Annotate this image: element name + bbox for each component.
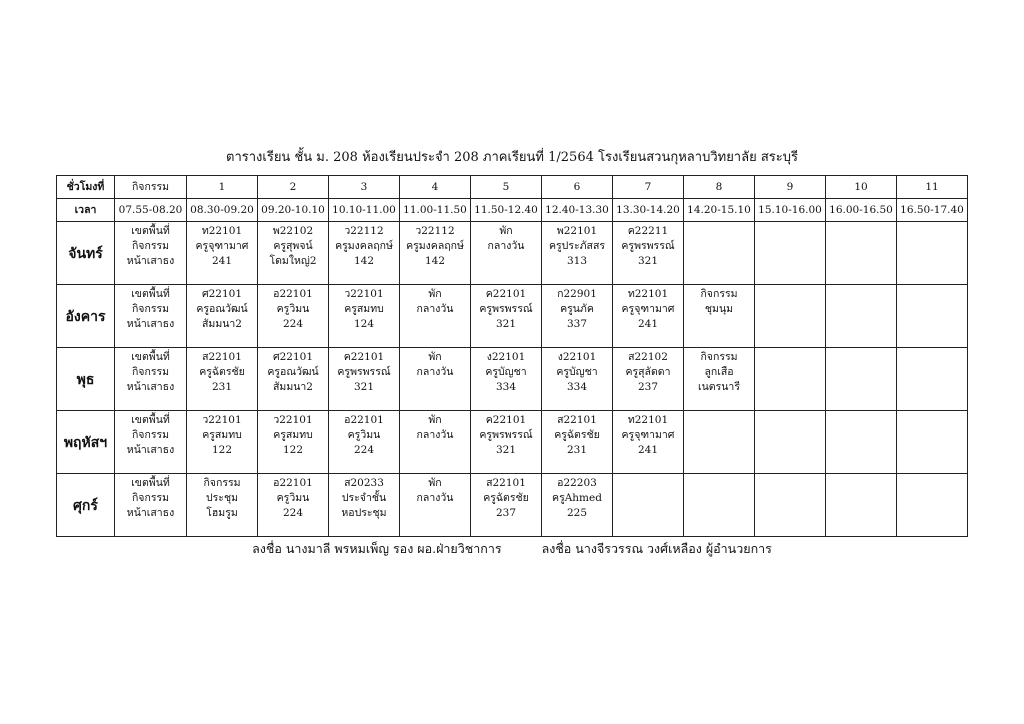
cell-line: 237 [637,381,659,393]
cell-line: ส22101 [557,414,597,426]
class-cell [613,348,684,411]
period-number: 8 [684,176,755,199]
period-number: 5 [471,176,542,199]
class-cell [471,474,542,537]
cell-line: ครูจุฑามาศ [621,303,675,315]
cell-line: ครูสุพจน์ [273,240,313,252]
cell-line: 241 [637,318,659,330]
empty-cell [755,348,826,411]
cell-line: 313 [566,255,588,267]
cell-line: อ22101 [273,288,313,300]
class-cell [329,411,400,474]
cell-line: อ22203 [557,477,597,489]
signature-line [0,539,1024,559]
cell-line: กลางวัน [416,303,454,315]
day-row [57,285,968,348]
cell-line: ลูกเสือ [704,366,734,378]
period-number: 4 [400,176,471,199]
empty-cell [684,411,755,474]
cell-line: พัก [428,351,442,363]
day-row [57,411,968,474]
cell-line: 237 [495,507,517,519]
cell-line: ส22101 [486,477,526,489]
class-cell [400,474,471,537]
cell-line: 224 [353,444,375,456]
cell-line: 241 [211,255,233,267]
page-title: ตารางเรียน ชั้น ม. 208 ห้องเรียนประจำ 208 ภาคเรียนที่ 1/2564 โรงเรียนสวนกุหลาบวิทยาลัย สระบุรี [226,150,798,165]
time-slot: 11.00-11.50 [400,199,471,222]
cell-line: ศ22101 [201,288,243,300]
cell-line: 241 [637,444,659,456]
cell-line: เขตพื้นที่ [131,477,170,489]
empty-cell [755,474,826,537]
cell-line: 231 [566,444,588,456]
class-cell [613,411,684,474]
cell-line: ชุมนุม [704,303,734,315]
class-cell [258,348,329,411]
cell-line: กิจกรรม [131,240,170,252]
class-cell [684,348,755,411]
time-label: เวลา [57,199,115,222]
class-cell [613,222,684,285]
cell-line: หน้าเสาธง [126,255,175,267]
time-slot: 11.50-12.40 [471,199,542,222]
class-cell [258,285,329,348]
cell-line: กลางวัน [416,366,454,378]
class-cell [542,285,613,348]
cell-line: 142 [353,255,375,267]
day-row [57,222,968,285]
cell-line: พ22101 [556,225,598,237]
class-cell [542,411,613,474]
cell-line: ศ22101 [272,351,314,363]
cell-line: 122 [211,444,233,456]
cell-line: ครูพรพรรณ์ [479,429,533,441]
time-slot: 14.20-15.10 [684,199,755,222]
cell-line: กิจกรรม [131,366,170,378]
timetable-body [57,176,968,537]
day-name: ศุกร์ [57,474,115,537]
cell-line: ครูบัญชา [556,366,598,378]
timetable [56,175,968,537]
period-number: 2 [258,176,329,199]
cell-line: ท22101 [201,225,243,237]
cell-line: ส20233 [344,477,384,489]
time-header-row [57,199,968,222]
cell-line: ค22101 [485,414,527,426]
day-name: พุธ [57,348,115,411]
time-slot: 08.30-09.20 [187,199,258,222]
class-cell [115,285,187,348]
class-cell [258,474,329,537]
time-slot: 10.10-11.00 [329,199,400,222]
class-cell [187,222,258,285]
class-cell [471,348,542,411]
cell-line: พ22102 [272,225,314,237]
cell-line: 334 [495,381,517,393]
period-number: 3 [329,176,400,199]
class-cell [187,411,258,474]
time-slot: 09.20-10.10 [258,199,329,222]
class-cell [329,474,400,537]
cell-line: ครูมงคลฤกษ์ [335,240,393,252]
cell-line: ครูวิมน [347,429,381,441]
cell-line: พัก [428,477,442,489]
day-name: อังคาร [57,285,115,348]
time-slot: 12.40-13.30 [542,199,613,222]
cell-line: 142 [424,255,446,267]
cell-line: ค22101 [485,288,527,300]
class-cell [613,285,684,348]
cell-line: ครูวิมน [276,492,310,504]
period-label: ชั่วโมงที่ [57,176,115,199]
cell-line: ครูฉัตรชัย [199,366,245,378]
cell-line: ครูพรพรรณ์ [621,240,675,252]
class-cell [542,474,613,537]
cell-line: เขตพื้นที่ [131,351,170,363]
cell-line: สัมมนา2 [201,318,242,330]
time-slot: 07.55-08.20 [115,199,187,222]
cell-line: กิจกรรม [131,429,170,441]
class-cell [115,411,187,474]
class-cell [329,348,400,411]
day-name: พฤหัสฯ [57,411,115,474]
cell-line: ว22101 [344,288,384,300]
cell-line: เขตพื้นที่ [131,414,170,426]
cell-line: ก22901 [557,288,597,300]
empty-cell [755,285,826,348]
cell-line: ท22101 [627,288,669,300]
cell-line: กิจกรรม [131,492,170,504]
cell-line: หน้าเสาธง [126,507,175,519]
cell-line: กิจกรรม [131,303,170,315]
cell-line: 321 [637,255,659,267]
empty-cell [755,411,826,474]
cell-line: ครูบัญชา [485,366,527,378]
day-name: จันทร์ [57,222,115,285]
cell-line: 124 [353,318,375,330]
time-slot: 16.00-16.50 [826,199,897,222]
cell-line: ครูนภัค [560,303,594,315]
cell-line: ครูฉัตรชัย [554,429,600,441]
empty-cell [897,222,968,285]
class-cell [542,348,613,411]
class-cell [684,285,755,348]
cell-line: ครูอณวัฒน์ [196,303,248,315]
cell-line: ครูพรพรรณ์ [337,366,391,378]
period-number: 7 [613,176,684,199]
empty-cell [826,285,897,348]
empty-cell [826,348,897,411]
cell-line: กิจกรรม [700,351,738,363]
cell-line: หน้าเสาธง [126,318,175,330]
cell-line: 334 [566,381,588,393]
class-cell [115,474,187,537]
cell-line: 321 [353,381,375,393]
cell-line: อ22101 [344,414,384,426]
cell-line: 224 [282,318,304,330]
cell-line: หน้าเสาธง [126,444,175,456]
class-cell [187,474,258,537]
class-cell [115,348,187,411]
signature-director: ลงชื่อ นางจีรวรรณ วงศ์เหลือง ผู้อำนวยการ [541,541,772,556]
cell-line: ง22101 [557,351,597,363]
cell-line: สัมมนา2 [272,381,313,393]
cell-line: ส22101 [202,351,242,363]
cell-line: ครูจุฑามาศ [195,240,249,252]
cell-line: กลางวัน [416,429,454,441]
empty-cell [684,474,755,537]
class-cell [258,411,329,474]
cell-line: หน้าเสาธง [126,381,175,393]
cell-line: กลางวัน [487,240,525,252]
cell-line: ท22101 [627,414,669,426]
cell-line: ค22101 [343,351,385,363]
time-slot: 13.30-14.20 [613,199,684,222]
empty-cell [897,348,968,411]
cell-line: กิจกรรม [700,288,738,300]
cell-line: ประจำชั้น [341,492,387,504]
class-cell [329,285,400,348]
cell-line: เขตพื้นที่ [131,225,170,237]
empty-cell [897,285,968,348]
period-header-row [57,176,968,199]
empty-cell [684,222,755,285]
cell-line: ครูประภัสสร [549,240,605,252]
cell-line: พัก [499,225,513,237]
class-cell [400,348,471,411]
cell-line: อ22101 [273,477,313,489]
cell-line: กลางวัน [416,492,454,504]
cell-line: 321 [495,318,517,330]
class-cell [329,222,400,285]
cell-line: ครูสมทบ [273,429,313,441]
cell-line: กิจกรรม [203,477,241,489]
cell-line: ครูฉัตรชัย [483,492,529,504]
cell-line: ค22211 [627,225,669,237]
class-cell [115,222,187,285]
cell-line: หอประชุม [341,507,387,519]
time-slot: 15.10-16.00 [755,199,826,222]
cell-line: ครูอณวัฒน์ [267,366,319,378]
cell-line: 122 [282,444,304,456]
cell-line: พัก [428,414,442,426]
cell-line: 231 [211,381,233,393]
cell-line: ครูพรพรรณ์ [479,303,533,315]
activity-header: กิจกรรม [115,176,187,199]
class-cell [471,411,542,474]
cell-line: ว22112 [415,225,455,237]
cell-line: เนตรนารี [698,381,740,393]
period-number: 1 [187,176,258,199]
empty-cell [897,411,968,474]
class-cell [400,222,471,285]
cell-line: โดมใหญ่2 [269,255,317,267]
empty-cell [826,474,897,537]
class-cell [258,222,329,285]
class-cell [187,348,258,411]
empty-cell [897,474,968,537]
period-number: 6 [542,176,613,199]
cell-line: 337 [566,318,588,330]
cell-line: ครูสมทบ [202,429,242,441]
cell-line: ครูจุฑามาศ [621,429,675,441]
cell-line: 224 [282,507,304,519]
empty-cell [826,222,897,285]
cell-line: ส22102 [628,351,668,363]
cell-line: โฮมรูม [206,507,238,519]
period-number: 9 [755,176,826,199]
cell-line: ว22112 [344,225,384,237]
day-row [57,474,968,537]
class-cell [471,285,542,348]
class-cell [400,285,471,348]
empty-cell [613,474,684,537]
period-number: 11 [897,176,968,199]
empty-cell [755,222,826,285]
period-number: 10 [826,176,897,199]
cell-line: ว22101 [202,414,242,426]
cell-line: ว22101 [273,414,313,426]
cell-line: เขตพื้นที่ [131,288,170,300]
class-cell [400,411,471,474]
signature-academic-deputy: ลงชื่อ นางมาลี พรหมเพ็ญ รอง ผอ.ฝ่ายวิชาการ [252,541,502,556]
time-slot: 16.50-17.40 [897,199,968,222]
cell-line: พัก [428,288,442,300]
class-cell [542,222,613,285]
empty-cell [826,411,897,474]
cell-line: ครูมงคลฤกษ์ [406,240,464,252]
day-row [57,348,968,411]
cell-line: 321 [495,444,517,456]
cell-line: ครูวิมน [276,303,310,315]
cell-line: ครูAhmed [552,492,602,504]
class-cell [187,285,258,348]
cell-line: 225 [566,507,588,519]
cell-line: ง22101 [486,351,526,363]
cell-line: ประชุม [206,492,238,504]
cell-line: ครูสุลัดดา [625,366,671,378]
class-cell [471,222,542,285]
cell-line: ครูสมทบ [344,303,384,315]
